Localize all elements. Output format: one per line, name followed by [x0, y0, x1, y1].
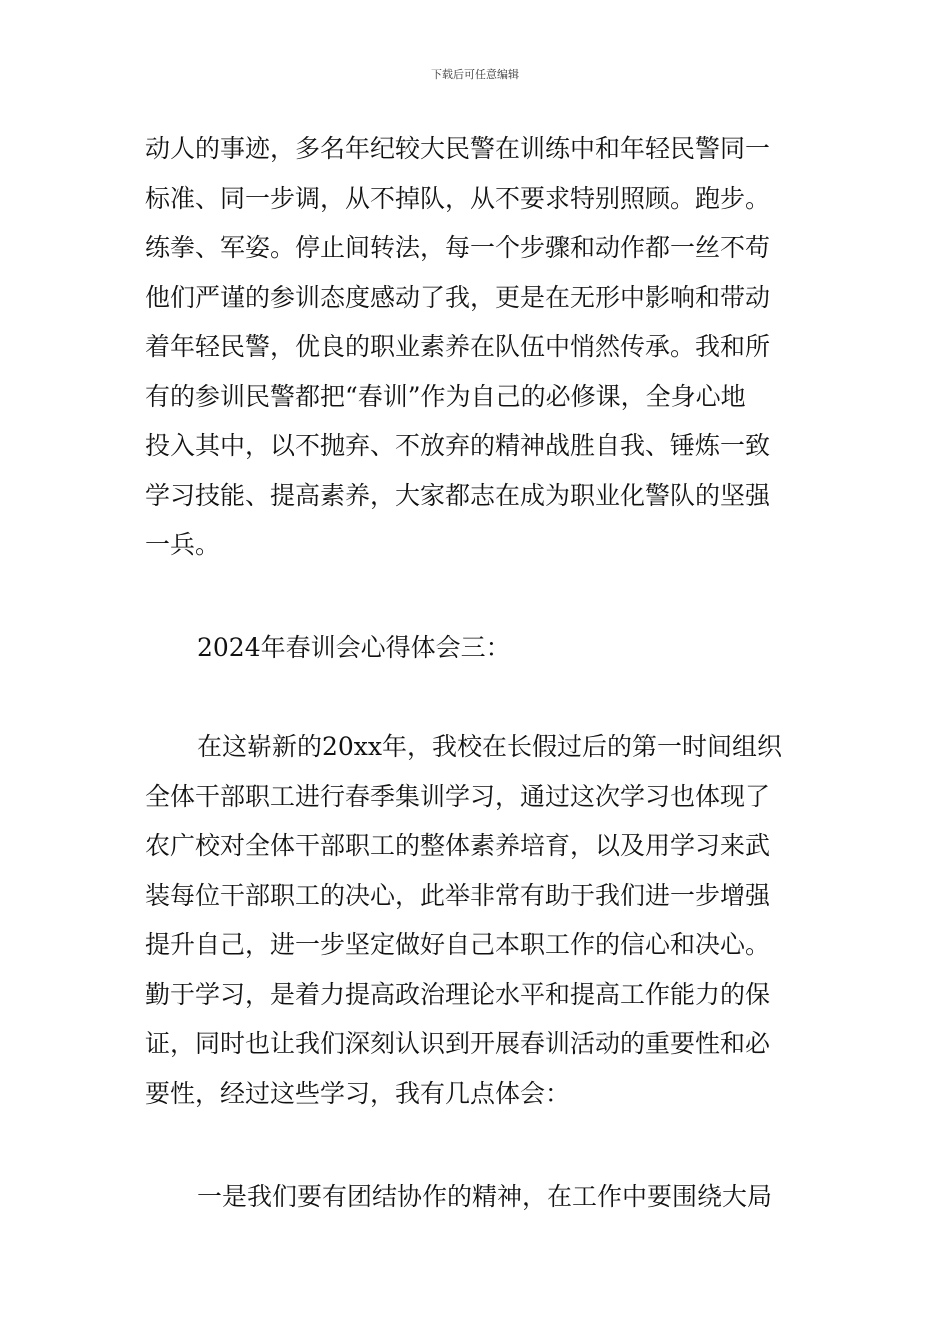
paragraph-point-one [145, 1172, 810, 1222]
text-line: 着年轻民警，优良的职业素养在队伍中悄然传承。我和所 [145, 332, 771, 361]
text-line: 装每位干部职工的决心，此举非常有助于我们进一步增强 [145, 880, 771, 910]
text-line: 要性，经过这些学习，我有几点体会： [145, 1078, 571, 1108]
text-line: 在这崭新的20xx年，我校在长假过后的第一时间组织 [197, 732, 783, 761]
text-line: 勤于学习，是着力提高政治理论水平和提高工作能力的保 [145, 979, 771, 1009]
text-line: 动人的事迹，多名年纪较大民警在训练中和年轻民警同一 [145, 134, 771, 163]
text-line: 他们严谨的参训态度感动了我，更是在无形中影响和带动 [145, 282, 771, 312]
text-line: 有的参训民警都把“春训”作为自己的必修课，全身心地 [145, 381, 746, 411]
text-line: 全体干部职工进行春季集训学习，通过这次学习也体现了 [145, 781, 771, 811]
text-line: 证，同时也让我们深刻认识到开展春训活动的重要性和必 [145, 1029, 771, 1058]
page-header: 下载后可任意编辑 [431, 68, 519, 81]
paragraph-main [145, 722, 810, 1118]
text-line: 学习技能、提高素养，大家都志在成为职业化警队的坚强 [145, 480, 771, 510]
section-heading [145, 623, 810, 673]
text-line: 一是我们要有团结协作的精神，在工作中要围绕大局 [197, 1182, 773, 1211]
text-line: 提升自己，进一步坚定做好自己本职工作的信心和决心。 [145, 930, 771, 959]
text-line: 标准、同一步调，从不掉队，从不要求特别照顾。跑步。 [145, 183, 771, 213]
text-line: 投入其中，以不抛弃、不放弃的精神战胜自我、锤炼一致 [145, 431, 771, 460]
paragraph-continuation [145, 124, 810, 570]
section-heading-text: 2024年春训会心得体会三： [197, 633, 511, 662]
text-line: 练拳、军姿。停止间转法，每一个步骤和动作都一丝不苟 [145, 233, 771, 262]
text-line: 一兵。 [145, 530, 221, 559]
text-line: 农广校对全体干部职工的整体素养培育，以及用学习来武 [145, 831, 771, 860]
